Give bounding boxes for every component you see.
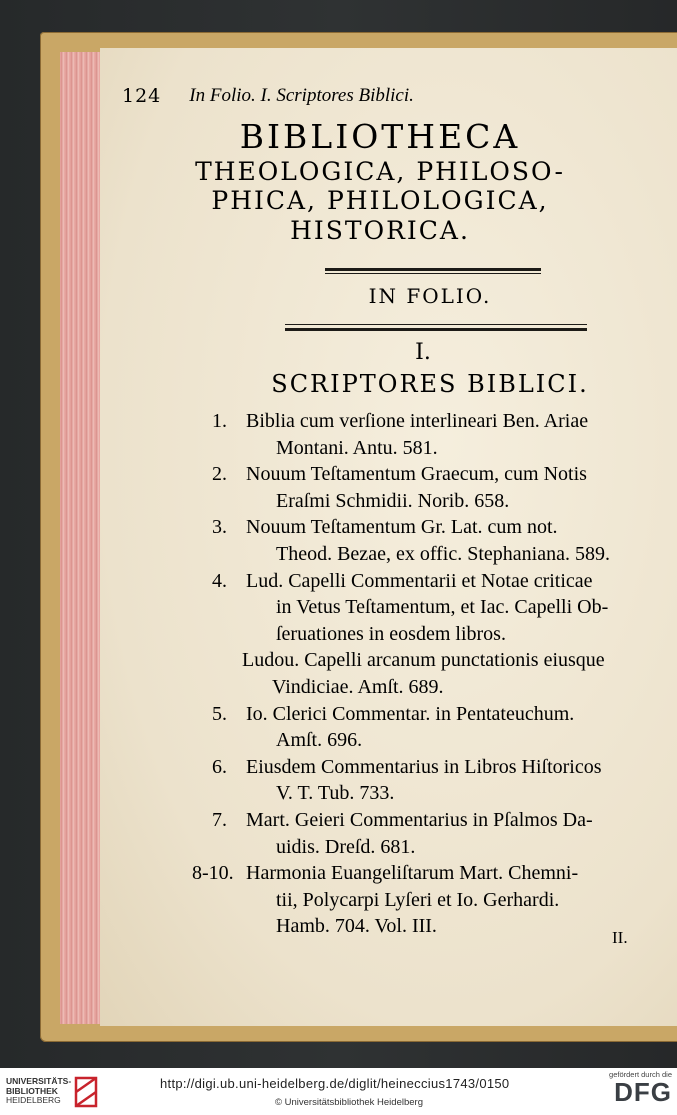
entry-line: Io. Clerici Commentar. in Pentateuchum. (246, 702, 575, 725)
list-item (212, 754, 647, 807)
entry-number: 4. (212, 569, 227, 592)
entry-line: Eiusdem Commentarius in Libros Hiſtoricos (246, 755, 602, 778)
entry-line: in Vetus Teſtamentum, et Iac. Capelli Ob- (276, 596, 609, 619)
institution-line: HEIDELBERG (6, 1095, 61, 1105)
sponsor-name: DFG (614, 1077, 672, 1107)
entry-number: 2. (212, 463, 227, 486)
title-line-3: PHICA, PHILOLOGICA, (211, 186, 549, 216)
entry-number: 7. (212, 808, 227, 831)
section-number: I. (415, 340, 431, 365)
entry-line: Theod. Bezae, ex offic. Stephaniana. 589. (276, 542, 610, 565)
entry-line: ſeruationes in eosdem libros. (276, 622, 506, 645)
list-item (192, 860, 647, 940)
entry-number: 8-10. (192, 862, 234, 885)
entry-line: Nouum Teſtamentum Gr. Lat. cum not. (246, 516, 558, 539)
entry-line: Ludou. Capelli arcanum punctationis eiusque (242, 649, 605, 672)
running-title: In Folio. I. Scriptores Biblici. (189, 85, 414, 106)
entry-number: 3. (212, 516, 227, 539)
entry-line: Biblia cum verſione interlineari Ben. Ariae (246, 410, 589, 432)
ub-logo-icon (72, 1076, 100, 1108)
list-item (212, 807, 647, 860)
list-item (212, 461, 647, 514)
entry-line: tii, Polycarpi Lyſeri et Io. Gerhardi. (276, 888, 560, 911)
entry-number: 6. (212, 755, 227, 778)
format-heading: IN FOLIO. (368, 284, 492, 308)
copyright-notice: © Universitätsbibliothek Heidelberg (275, 1097, 423, 1108)
list-item (212, 514, 647, 567)
entry-line: Eraſmi Schmidii. Norib. 658. (276, 489, 510, 512)
entry-line: Nouum Teſtamentum Graecum, cum Notis (246, 463, 587, 486)
dfg-logo[interactable] (596, 1070, 672, 1112)
list-item (212, 408, 647, 461)
viewer-footer (0, 1068, 677, 1115)
institution-logo[interactable] (6, 1074, 136, 1110)
catchword: II. (612, 928, 628, 947)
page-title (120, 118, 640, 245)
divider-rule (325, 273, 541, 274)
entry-line: Harmonia Euangeliſtarum Mart. Chemni- (246, 862, 579, 885)
entry-line: Lud. Capelli Commentarii et Notae criticae (246, 569, 593, 592)
entry-line: uidis. Dreſd. 681. (276, 835, 416, 858)
divider-rule (285, 324, 587, 325)
title-line-1: BIBLIOTHECA (239, 117, 521, 156)
institution-line: UNIVERSITÄTS- (6, 1076, 72, 1086)
list-item (212, 568, 647, 648)
entry-line: Mart. Geieri Commentarius in Pſalmos Da- (246, 808, 593, 831)
entry-line: V. T. Tub. 733. (276, 782, 395, 805)
title-line-4: HISTORICA. (290, 215, 470, 245)
institution-name (6, 1077, 71, 1106)
entry-list (192, 408, 647, 940)
page-number: 124 (122, 85, 162, 107)
list-item (212, 647, 647, 700)
entry-line: Amſt. 696. (276, 729, 363, 752)
institution-line: BIBLIOTHEK (6, 1085, 58, 1096)
divider-rule (325, 268, 541, 271)
permalink-url[interactable]: http://digi.ub.uni-heidelberg.de/diglit/heineccius1743/0150 (160, 1076, 510, 1091)
list-item (212, 701, 647, 754)
sponsor-label: gefördert durch die (609, 1070, 672, 1079)
divider-rule (285, 328, 587, 331)
entry-line: Hamb. 704. Vol. III. (276, 915, 437, 938)
entry-number: 5. (212, 702, 227, 725)
section-title: SCRIPTORES BIBLICI. (271, 370, 589, 398)
running-head (122, 78, 582, 114)
entry-line: Montani. Antu. 581. (276, 436, 438, 459)
title-line-2: THEOLOGICA, PHILOSO- (195, 156, 565, 186)
entry-number: 1. (212, 410, 227, 432)
entry-line: Vindiciae. Amſt. 689. (272, 675, 444, 698)
